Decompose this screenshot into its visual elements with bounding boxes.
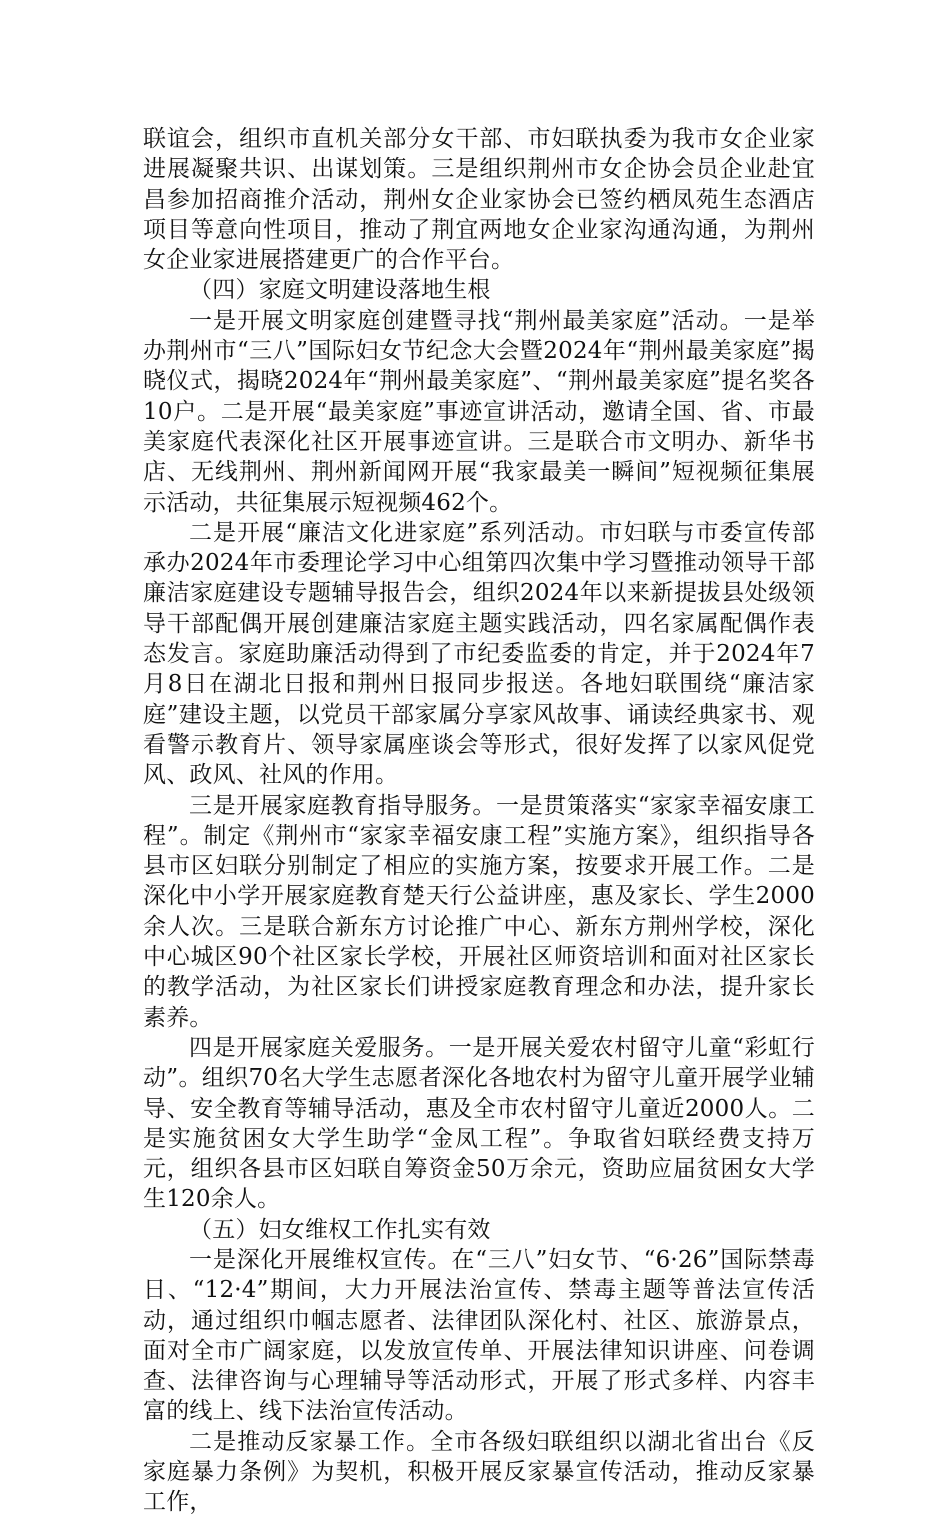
paragraph-family-care: 四是开展家庭关爱服务。一是开展关爱农村留守儿童“彩虹行动”。组织70名大学生志愿者深化各地农村为留守儿童开展学业辅导、安全教育等辅导活动，惠及全市农村留守儿童近2000人。二是实施贫困女大学生助学“金凤工程”。争取省妇联经费支持万元，组织各县市区妇联自筹资金50万余元，资助应届贫困女大学生120余人。 [143, 1034, 815, 1213]
paragraph-rights-publicity: 一是深化开展维权宣传。在“三八”妇女节、“6·26”国际禁毒日、“12·4”期间，大力开展法治宣传、禁毒主题等普法宣传活动，通过组织巾帼志愿者、法律团队深化村、社区、旅游景点，面对全市广阔家庭，以发放宣传单、开展法律知识讲座、问卷调查、法律咨询与心理辅导等活动形式，开展了形式多样、内容丰富的线上、线下法治宣传活动。 [143, 1246, 815, 1425]
paragraph-continued: 联谊会，组织市直机关部分女干部、市妇联执委为我市女企业家进展凝聚共识、出谋划策。三是组织荆州市女企协会员企业赴宜昌参加招商推介活动，荆州女企业家协会已签约栖凤苑生态酒店项目等意向性项目，推动了荆宜两地女企业家沟通沟通，为荆州女企业家进展搭建更广的合作平台。 [143, 126, 815, 274]
paragraph-anti-domestic-violence: 二是推动反家暴工作。全市各级妇联组织以湖北省出台《反家庭暴力条例》为契机，积极开展反家暴宣传活动，推动反家暴工作， [143, 1428, 815, 1516]
paragraph-family-model: 一是开展文明家庭创建暨寻找“荆州最美家庭”活动。一是举办荆州市“三八”国际妇女节纪念大会暨2024年“荆州最美家庭”揭晓仪式，揭晓2024年“荆州最美家庭”、“荆州最美家庭”提名奖各10户。二是开展“最美家庭”事迹宣讲活动，邀请全国、省、市最美家庭代表深化社区开展事迹宣讲。三是联合市文明办、新华书店、无线荆州、荆州新闻网开展“我家最美一瞬间”短视频征集展示活动，共征集展示短视频462个。 [143, 307, 815, 516]
document-page [143, 124, 815, 1518]
section-heading-rights: （五）妇女维权工作扎实有效 [189, 1216, 491, 1243]
paragraph-family-education: 三是开展家庭教育指导服务。一是贯策落实“家家幸福安康工程”。制定《荆州市“家家幸福安康工程”实施方案》，组织指导各县市区妇联分别制定了相应的实施方案，按要求开展工作。二是深化中小学开展家庭教育楚天行公益讲座，惠及家长、学生2000余人次。三是联合新东方讨论推广中心、新东方荆州学校，深化中心城区90个社区家长学校，开展社区师资培训和面对社区家长的教学活动，为社区家长们讲授家庭教育理念和办法，提升家长素养。 [143, 792, 815, 1031]
paragraph-clean-culture: 二是开展“廉洁文化进家庭”系列活动。市妇联与市委宣传部承办2024年市委理论学习中心组第四次集中学习暨推动领导干部廉洁家庭建设专题辅导报告会，组织2024年以来新提拔县处级领导干部配偶开展创建廉洁家庭主题实践活动，四名家属配偶作表态发言。家庭助廉活动得到了市纪委监委的肯定，并于2024年7月8日在湖北日报和荆州日报同步报送。各地妇联围绕“廉洁家庭”建设主题，以党员干部家属分享家风故事、诵读经典家书、观看警示教育片、领导家属座谈会等形式，很好发挥了以家风促党风、政风、社风的作用。 [143, 519, 815, 789]
section-heading-family: （四）家庭文明建设落地生根 [189, 277, 491, 304]
